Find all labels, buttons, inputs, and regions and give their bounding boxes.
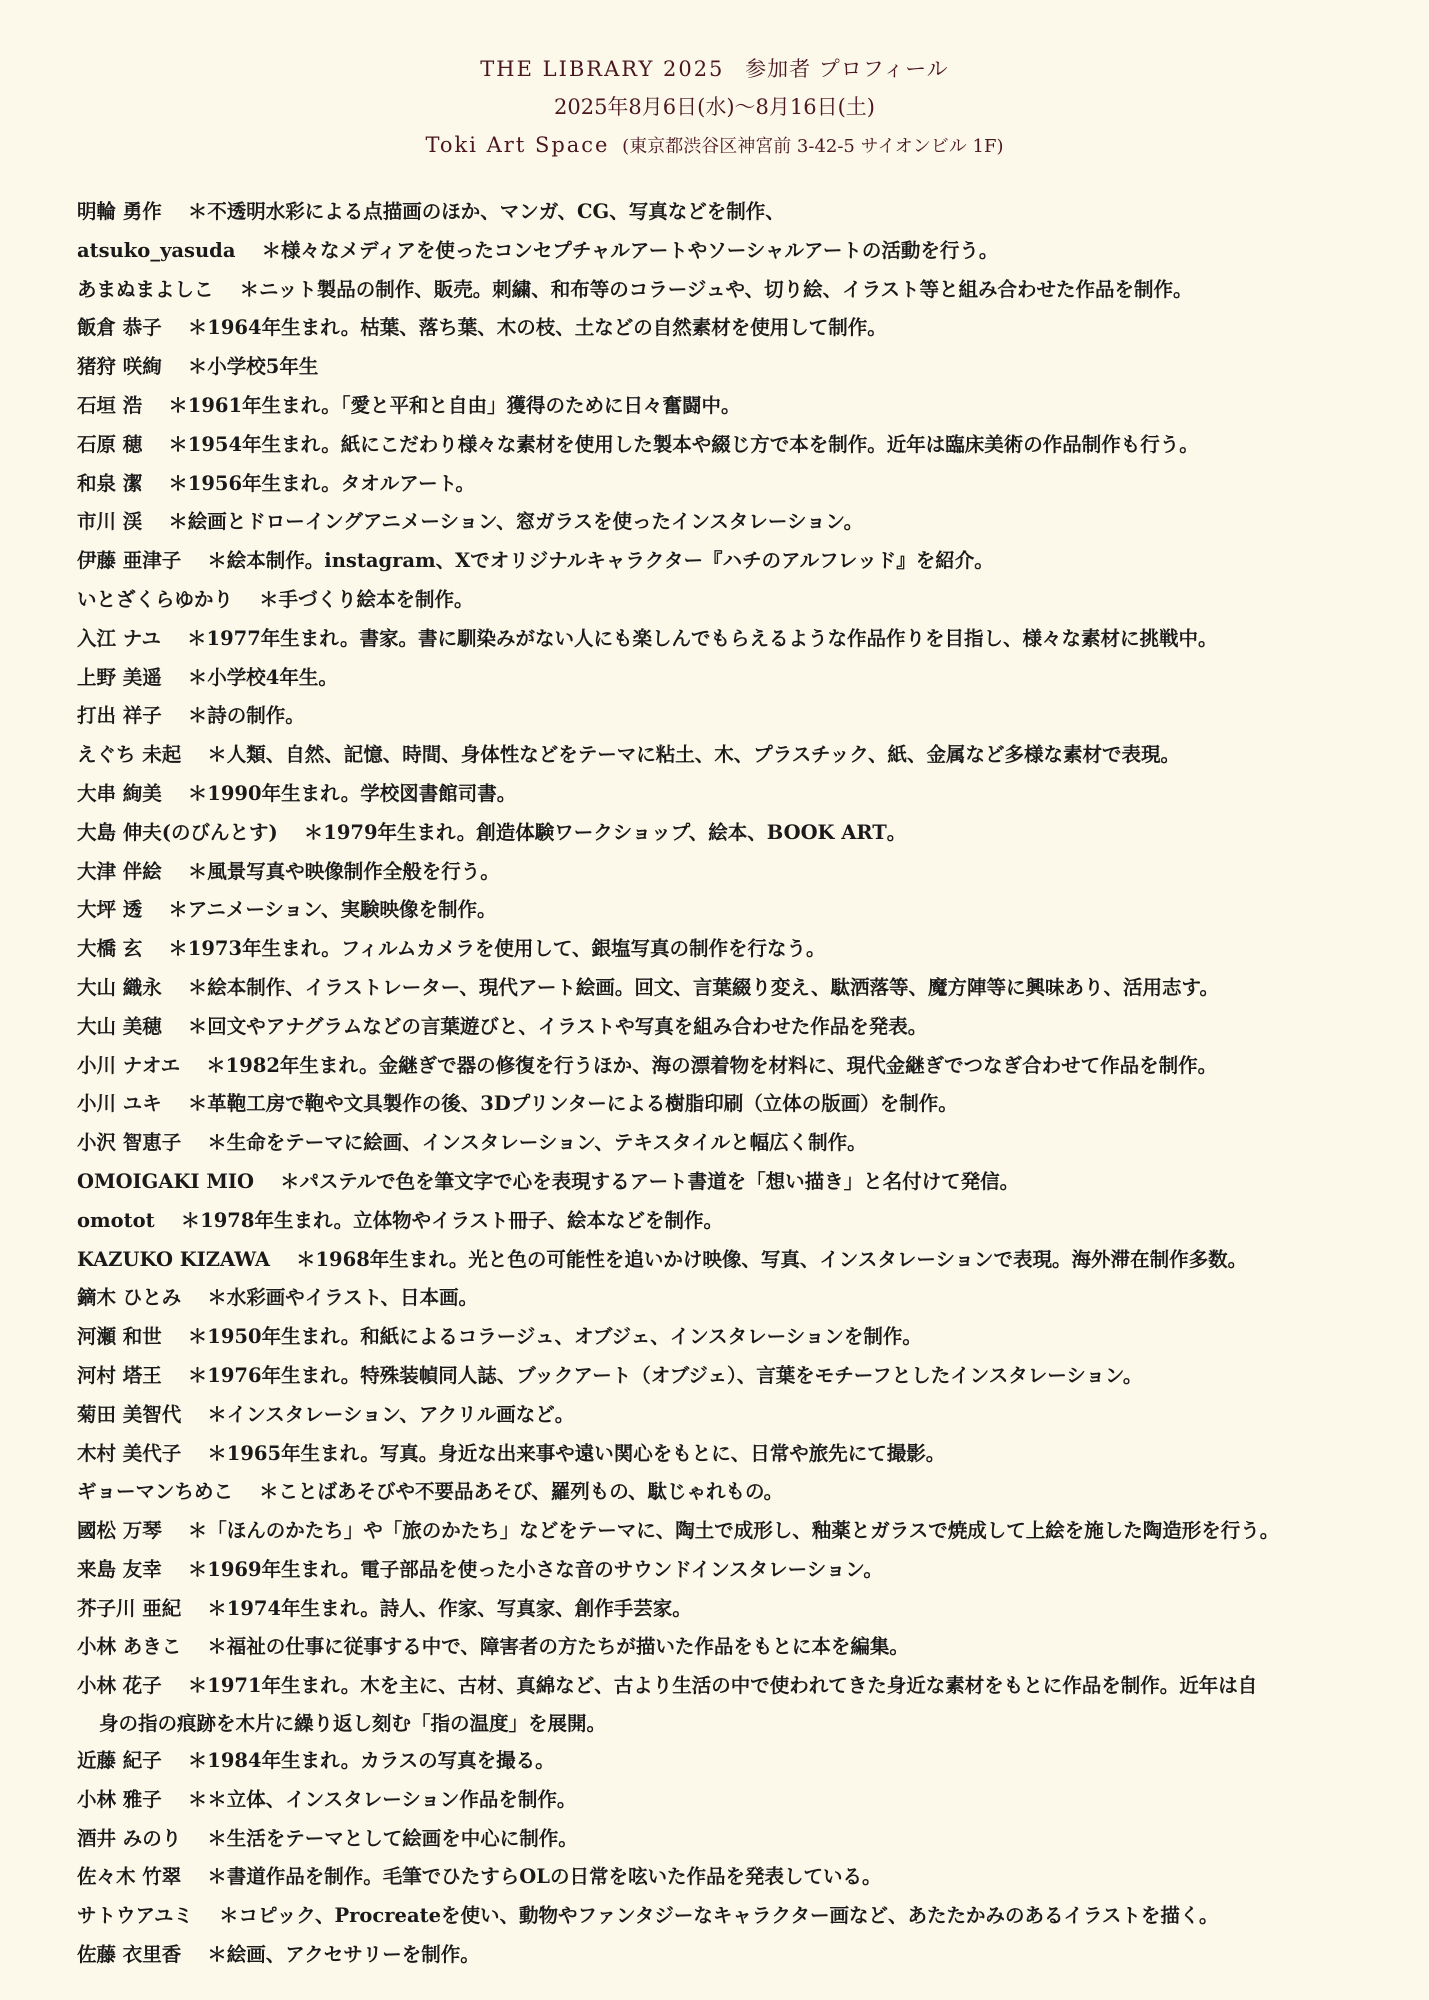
participant-entry — [77, 232, 1377, 271]
participant-entry — [77, 1435, 1377, 1474]
participant-description: ＊1973年生まれ。フィルムカメラを使用して、銀塩写真の制作を行なう。 — [168, 937, 826, 961]
participant-name: 芥子川 亜紀 — [77, 1596, 182, 1620]
participant-name: 小川 ユキ — [77, 1092, 162, 1116]
participant-description: ＊ことばあそびや不要品あそび、羅列もの、駄じゃれもの。 — [259, 1480, 784, 1504]
participant-description: ＊絵本制作、イラストレーター、現代アート絵画。回文、言葉綴り変え、駄洒落等、魔方陣等に興味あり、活用志す。 — [187, 975, 1219, 999]
participant-entry — [77, 930, 1377, 969]
participant-name: 近藤 紀子 — [77, 1749, 162, 1773]
participant-description: ＊風景写真や映像制作全般を行う。 — [187, 859, 500, 883]
participant-name: KAZUKO KIZAWA — [77, 1247, 270, 1271]
participant-description: ＊1978年生まれ。立体物やイラスト冊子、絵本などを制作。 — [180, 1208, 724, 1232]
participant-entry — [77, 1008, 1377, 1047]
participant-name: 木村 美代子 — [77, 1441, 182, 1465]
participant-name: 佐藤 衣里香 — [77, 1943, 182, 1967]
participant-description: ＊「ほんのかたち」や「旅のかたち」などをテーマに、陶土で成形し、釉薬とガラスで焼成して上絵を施した陶造形を行う。 — [187, 1519, 1280, 1543]
page-subtitle: 参加者 プロフィール — [745, 57, 949, 81]
participant-description: ＊生命をテーマに絵画、インスタレーション、テキスタイルと幅広く制作。 — [207, 1131, 867, 1155]
participant-description: ＊1950年生まれ。和紙によるコラージュ、オブジェ、インスタレーションを制作。 — [187, 1325, 922, 1349]
participant-name: 石原 穂 — [77, 432, 143, 456]
participant-name: 大津 伴絵 — [77, 859, 162, 883]
participant-entry — [77, 542, 1377, 581]
participant-name: あまぬまよしこ — [77, 277, 214, 301]
participant-name: 大山 美穂 — [77, 1014, 162, 1038]
participant-description: ＊1974年生まれ。詩人、作家、写真家、創作手芸家。 — [207, 1596, 692, 1620]
page-title: THE LIBRARY 2025 — [480, 57, 725, 81]
participant-entry — [77, 1820, 1377, 1859]
participant-entry — [77, 581, 1377, 620]
participant-entry — [77, 1241, 1377, 1280]
participant-entry — [77, 1047, 1377, 1086]
participant-entry — [77, 1163, 1377, 1202]
participant-description: ＊インスタレーション、アクリル画など。 — [207, 1402, 575, 1426]
participant-description: ＊1977年生まれ。書家。書に馴染みがない人にも楽しんでもらえるような作品作りを目指し、様々な素材に挑戦中。 — [187, 626, 1218, 650]
participant-entry — [77, 1279, 1377, 1318]
participant-description: ＊1961年生まれ。「愛と平和と自由」獲得のために日々奮闘中。 — [168, 393, 741, 417]
participant-entry — [77, 1667, 1377, 1742]
venue-address: (東京都渋谷区神宮前 3-42-5 サイオンビル 1F) — [622, 136, 1004, 157]
participant-name: 大島 伸夫(のびんとす) — [77, 820, 278, 844]
participant-entry — [77, 620, 1377, 659]
participant-entry — [77, 309, 1377, 348]
participant-description: ＊人類、自然、記憶、時間、身体性などをテーマに粘土、木、プラスチック、紙、金属など多様な素材で表現。 — [207, 743, 1180, 767]
participant-entry — [77, 1357, 1377, 1396]
participant-name: omotot — [77, 1208, 155, 1232]
participant-description: ＊詩の制作。 — [187, 704, 305, 728]
participant-description: ＊手づくり絵本を制作。 — [259, 587, 474, 611]
participant-name: 猪狩 咲絢 — [77, 355, 162, 379]
participant-description: ＊1969年生まれ。電子部品を使った小さな音のサウンドインスタレーション。 — [187, 1557, 883, 1581]
participant-entry — [77, 271, 1377, 310]
participant-description: ＊1984年生まれ。カラスの写真を撮る。 — [187, 1749, 555, 1773]
participant-entry — [77, 853, 1377, 892]
participant-entry — [77, 1628, 1377, 1667]
participant-name: atsuko_yasuda — [77, 238, 236, 262]
participant-entry — [77, 891, 1377, 930]
participant-name: いとざくらゆかり — [77, 587, 234, 611]
participant-entry — [77, 775, 1377, 814]
participant-entry — [77, 1396, 1377, 1435]
participant-name: 小林 あきこ — [77, 1635, 182, 1659]
participant-entry — [77, 659, 1377, 698]
participant-name: サトウアユミ — [77, 1904, 194, 1928]
participant-entry — [77, 1897, 1377, 1936]
participant-name: 酒井 みのり — [77, 1826, 182, 1850]
participant-description: ＊不透明水彩による点描画のほか、マンガ、CG、写真などを制作、 — [187, 200, 785, 223]
participant-entry — [77, 465, 1377, 504]
participant-name: 大串 絢美 — [77, 781, 162, 805]
participant-entry — [77, 969, 1377, 1008]
participant-entry — [77, 814, 1377, 853]
participant-description: ＊水彩画やイラスト、日本画。 — [207, 1286, 478, 1310]
participant-description: ＊小学校5年生 — [187, 355, 319, 379]
participant-description: ＊生活をテーマとして絵画を中心に制作。 — [207, 1826, 578, 1850]
participant-name: 菊田 美智代 — [77, 1402, 182, 1426]
participant-name: 大山 織永 — [77, 975, 162, 999]
participant-entry — [77, 348, 1377, 387]
participant-description: ＊絵画とドローイングアニメーション、窓ガラスを使ったインスタレーション。 — [168, 510, 864, 534]
participant-name: 石垣 浩 — [77, 393, 143, 417]
participant-entry — [77, 1936, 1377, 1975]
page-header — [0, 50, 1429, 166]
participant-name: 伊藤 亜津子 — [77, 549, 182, 573]
participant-entry — [77, 1551, 1377, 1590]
participant-description: ＊＊立体、インスタレーション作品を制作。 — [187, 1787, 577, 1811]
participant-description-continued: 身の指の痕跡を木片に繰り返し刻む「指の温度」を展開。 — [99, 1712, 607, 1736]
participant-description: ＊福祉の仕事に従事する中で、障害者の方たちが描いた作品をもとに本を編集。 — [207, 1635, 909, 1659]
participant-entry — [77, 387, 1377, 426]
participant-entry — [77, 1318, 1377, 1357]
participant-description: ＊1990年生まれ。学校図書館司書。 — [187, 781, 517, 805]
participant-name: 入江 ナユ — [77, 626, 162, 650]
participant-description: ＊パステルで色を筆文字で心を表現するアート書道を「想い描き」と名付けて発信。 — [280, 1169, 1020, 1193]
participant-name: 小林 花子 — [77, 1674, 162, 1698]
participant-name: 小沢 智恵子 — [77, 1131, 182, 1155]
participant-description: ＊1954年生まれ。紙にこだわり様々な素材を使用した製本や綴じ方で本を制作。近年は臨床美術の作品制作も行う。 — [168, 432, 1199, 456]
participant-name: 大橋 玄 — [77, 937, 143, 961]
exhibition-dates: 2025年8月6日(水)〜8月16日(土) — [553, 95, 876, 119]
participant-entry — [77, 1858, 1377, 1897]
participant-list — [77, 193, 1377, 1975]
participant-description: ＊革鞄工房で鞄や文具製作の後、3Dプリンターによる樹脂印刷（立体の版画）を制作。 — [187, 1092, 958, 1116]
participant-name: 鏑木 ひとみ — [77, 1286, 182, 1310]
participant-description: ＊様々なメディアを使ったコンセプチャルアートやソーシャルアートの活動を行う。 — [261, 238, 999, 262]
participant-entry — [77, 1590, 1377, 1629]
participant-description: ＊1968年生まれ。光と色の可能性を追いかけ映像、写真、インスタレーションで表現。海外滞在制作多数。 — [295, 1247, 1248, 1271]
participant-entry — [77, 697, 1377, 736]
participant-name: 河村 塔王 — [77, 1363, 162, 1387]
participant-description: ＊1979年生まれ。創造体験ワークショップ、絵本、BOOK ART。 — [303, 820, 907, 844]
participant-name: 上野 美遥 — [77, 665, 162, 689]
participant-name: 小林 雅子 — [77, 1787, 162, 1811]
participant-description: ＊絵画、アクセサリーを制作。 — [207, 1943, 480, 1967]
participant-description: ＊アニメーション、実験映像を制作。 — [168, 898, 497, 922]
participant-name: 佐々木 竹翠 — [77, 1865, 182, 1889]
participant-entry — [77, 1742, 1377, 1781]
participant-description: ＊1982年生まれ。金継ぎで器の修復を行うほか、海の漂着物を材料に、現代金継ぎでつなぎ合わせて作品を制作。 — [206, 1053, 1218, 1077]
participant-description: ＊書道作品を制作。毛筆でひたすらOLの日常を呟いた作品を発表している。 — [207, 1865, 882, 1889]
participant-entry — [77, 1473, 1377, 1512]
participant-name: 國松 万琴 — [77, 1519, 162, 1543]
participant-description: ＊小学校4年生。 — [187, 665, 338, 689]
participant-description: ＊ニット製品の制作、販売。刺繍、和布等のコラージュや、切り絵、イラスト等と組み合わせた作品を制作。 — [239, 277, 1193, 301]
participant-entry — [77, 1512, 1377, 1551]
participant-name: 河瀬 和世 — [77, 1325, 162, 1349]
participant-entry — [77, 736, 1377, 775]
participant-description: ＊1956年生まれ。タオルアート。 — [168, 471, 475, 495]
participant-description: ＊絵本制作。instagram、Xでオリジナルキャラクター『ハチのアルフレッド』を紹介。 — [207, 549, 994, 573]
participant-name: えぐち 未起 — [77, 743, 182, 767]
participant-description: ＊1971年生まれ。木を主に、古材、真綿など、古より生活の中で使われてきた身近な素材をもとに作品を制作。近年は自 — [187, 1674, 1258, 1698]
participant-description: ＊回文やアナグラムなどの言葉遊びと、イラストや写真を組み合わせた作品を発表。 — [187, 1014, 928, 1038]
participant-entry — [77, 193, 1377, 232]
participant-name: OMOIGAKI MIO — [77, 1169, 255, 1193]
participant-name: 和泉 潔 — [77, 471, 143, 495]
participant-name: 明輪 勇作 — [77, 200, 162, 223]
participant-name: 飯倉 恭子 — [77, 316, 162, 340]
title-line — [0, 50, 1429, 88]
participant-name: ギョーマンちめこ — [77, 1480, 234, 1504]
venue-name: Toki Art Space — [425, 133, 610, 157]
participant-entry — [77, 1202, 1377, 1241]
participant-description: ＊1965年生まれ。写真。身近な出来事や遠い関心をもとに、日常や旅先にて撮影。 — [207, 1441, 946, 1465]
participant-entry — [77, 426, 1377, 465]
participant-entry — [77, 503, 1377, 542]
participant-entry — [77, 1085, 1377, 1124]
participant-description: ＊1976年生まれ。特殊装幀同人誌、ブックアート（オブジェ）、言葉をモチーフとしたインスタレーション。 — [187, 1363, 1143, 1387]
participant-name: 打出 祥子 — [77, 704, 162, 728]
participant-entry — [77, 1124, 1377, 1163]
participant-name: 来島 友幸 — [77, 1557, 162, 1581]
participant-name: 小川 ナオエ — [77, 1053, 181, 1077]
participant-name: 市川 渓 — [77, 510, 143, 534]
participant-description: ＊1964年生まれ。枯葉、落ち葉、木の枝、土などの自然素材を使用して制作。 — [187, 316, 887, 340]
participant-description: ＊コピック、Procreateを使い、動物やファンタジーなキャラクター画など、あたたかみのあるイラストを描く。 — [219, 1904, 1219, 1928]
participant-entry — [77, 1781, 1377, 1820]
venue-line — [0, 126, 1429, 166]
participant-name: 大坪 透 — [77, 898, 143, 922]
